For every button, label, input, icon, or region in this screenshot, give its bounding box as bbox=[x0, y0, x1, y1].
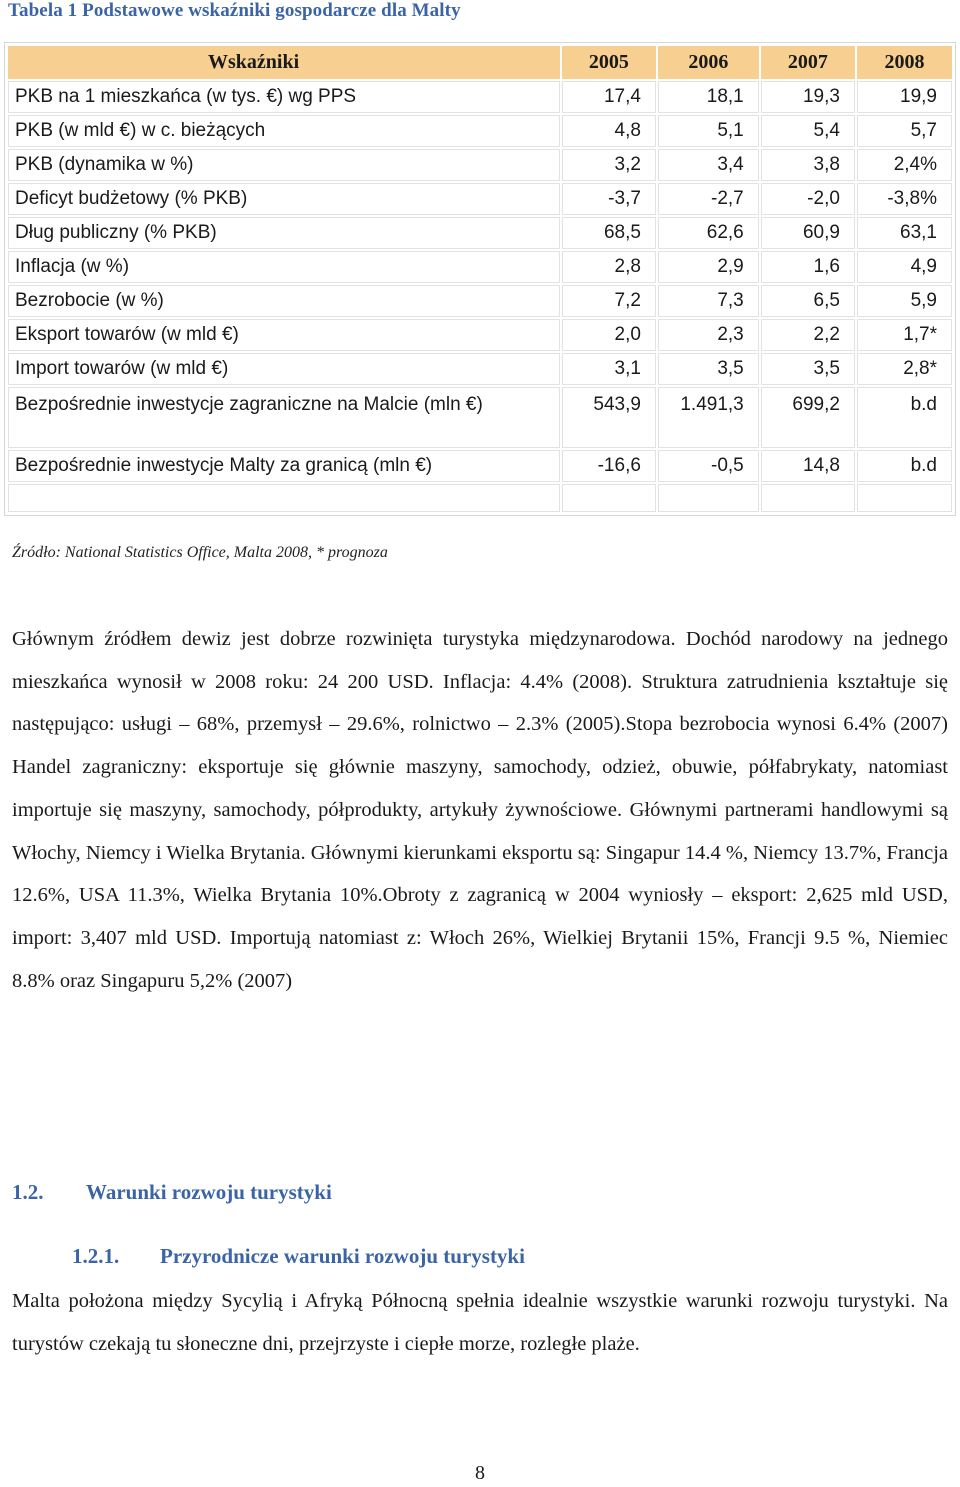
empty-cell bbox=[857, 484, 952, 512]
page-number: 8 bbox=[475, 1462, 485, 1484]
value-cell: 7,3 bbox=[658, 285, 759, 317]
row-label-cell: PKB (w mld €) w c. bieżących bbox=[8, 115, 560, 147]
value-cell: 63,1 bbox=[857, 217, 952, 249]
indicators-table bbox=[6, 44, 954, 514]
value-cell: 2,8* bbox=[857, 353, 952, 385]
value-cell: 2,2 bbox=[761, 319, 855, 351]
section-number: 1.2. bbox=[12, 1180, 44, 1204]
empty-cell bbox=[658, 484, 759, 512]
value-cell: -16,6 bbox=[562, 450, 656, 482]
value-cell: b.d bbox=[857, 450, 952, 482]
section-title: Warunki rozwoju turystyki bbox=[86, 1180, 332, 1204]
value-cell: 699,2 bbox=[761, 387, 855, 448]
value-cell: 68,5 bbox=[562, 217, 656, 249]
table-row bbox=[8, 183, 952, 215]
table-header-row bbox=[8, 46, 952, 79]
body-paragraph-economy: Głównym źródłem dewiz jest dobrze rozwinięta turystyka międzynarodowa. Dochód narodowy na jednego mieszkańca wynosił w 2008 roku: 24 200 USD. Inflacja: 4.4% (2008). Struktura zatrudnienia kształtuje się następująco: usługi – 68%, przemysł – 29.6%, rolnictwo – 2.3% (2005).Stopa bezrobocia wynosi 6.4% (2007) Handel zagraniczny: eksportuje się głównie maszyny, samochody, odzież, obuwie, półfabrykaty, natomiast importuje się maszyny, samochody, półprodukty, artykuły żywnościowe. Głównymi partnerami handlowymi są Włochy, Niemcy i Wielka Brytania. Głównymi kierunkami eksportu są: Singapur 14.4 %, Niemcy 13.7%, Francja 12.6%, USA 11.3%, Wielka Brytania 10%.Obroty z zagranicą w 2004 wyniosły – eksport: 2,625 mld USD, import: 3,407 mld USD. Importują natomiast z: Włoch 26%, Wielkiej Brytanii 15%, Francji 9.5 %, Niemiec 8.8% oraz Singapuru 5,2% (2007) bbox=[12, 628, 948, 992]
row-label-cell: Bezpośrednie inwestycje zagraniczne na Malcie (mln €) bbox=[8, 387, 560, 448]
table-source-note: Źródło: National Statistics Office, Malta 2008, * prognoza bbox=[12, 544, 388, 561]
row-label-cell: Bezrobocie (w %) bbox=[8, 285, 560, 317]
value-cell: 18,1 bbox=[658, 81, 759, 113]
row-label-cell: Dług publiczny (% PKB) bbox=[8, 217, 560, 249]
value-cell: 2,9 bbox=[658, 251, 759, 283]
value-cell: 3,2 bbox=[562, 149, 656, 181]
body-paragraph-nature: Malta położona między Sycylią i Afryką Północną spełnia idealnie wszystkie warunki rozwoju turystyki. Na turystów czekają tu słoneczne dni, przejrzyste i ciepłe morze, rozległe plaże. bbox=[12, 1290, 948, 1355]
value-cell: 1,7* bbox=[857, 319, 952, 351]
table-row bbox=[8, 387, 952, 448]
section-heading bbox=[12, 1180, 332, 1205]
value-cell: -3,7 bbox=[562, 183, 656, 215]
value-cell: 19,3 bbox=[761, 81, 855, 113]
value-cell: 60,9 bbox=[761, 217, 855, 249]
table-empty-row bbox=[8, 484, 952, 512]
header-cell-indicators: Wskaźniki bbox=[8, 46, 560, 79]
value-cell: 2,0 bbox=[562, 319, 656, 351]
subsection-title: Przyrodnicze warunki rozwoju turystyki bbox=[160, 1244, 525, 1268]
value-cell: 2,4% bbox=[857, 149, 952, 181]
value-cell: 17,4 bbox=[562, 81, 656, 113]
empty-cell bbox=[761, 484, 855, 512]
value-cell: -2,0 bbox=[761, 183, 855, 215]
table-row bbox=[8, 149, 952, 181]
value-cell: 19,9 bbox=[857, 81, 952, 113]
value-cell: -3,8% bbox=[857, 183, 952, 215]
header-cell-2008: 2008 bbox=[857, 46, 952, 79]
value-cell: 3,8 bbox=[761, 149, 855, 181]
value-cell: 7,2 bbox=[562, 285, 656, 317]
value-cell: 3,1 bbox=[562, 353, 656, 385]
table-row bbox=[8, 81, 952, 113]
row-label-cell: Inflacja (w %) bbox=[8, 251, 560, 283]
row-label-cell: PKB (dynamika w %) bbox=[8, 149, 560, 181]
value-cell: 1,6 bbox=[761, 251, 855, 283]
value-cell: 3,5 bbox=[761, 353, 855, 385]
value-cell: 14,8 bbox=[761, 450, 855, 482]
header-cell-2007: 2007 bbox=[761, 46, 855, 79]
row-label-cell: PKB na 1 mieszkańca (w tys. €) wg PPS bbox=[8, 81, 560, 113]
value-cell: 6,5 bbox=[761, 285, 855, 317]
value-cell: 62,6 bbox=[658, 217, 759, 249]
value-cell: 5,4 bbox=[761, 115, 855, 147]
row-label-cell: Eksport towarów (w mld €) bbox=[8, 319, 560, 351]
value-cell: 2,3 bbox=[658, 319, 759, 351]
value-cell: 4,8 bbox=[562, 115, 656, 147]
row-label-cell: Import towarów (w mld €) bbox=[8, 353, 560, 385]
table-row bbox=[8, 115, 952, 147]
table-row bbox=[8, 251, 952, 283]
value-cell: -2,7 bbox=[658, 183, 759, 215]
value-cell: 2,8 bbox=[562, 251, 656, 283]
value-cell: 5,7 bbox=[857, 115, 952, 147]
row-label-cell: Bezpośrednie inwestycje Malty za granicą (mln €) bbox=[8, 450, 560, 482]
header-cell-2006: 2006 bbox=[658, 46, 759, 79]
value-cell: 3,5 bbox=[658, 353, 759, 385]
value-cell: 5,9 bbox=[857, 285, 952, 317]
value-cell: 4,9 bbox=[857, 251, 952, 283]
value-cell: b.d bbox=[857, 387, 952, 448]
value-cell: 3,4 bbox=[658, 149, 759, 181]
value-cell: 5,1 bbox=[658, 115, 759, 147]
indicators-table-frame bbox=[4, 42, 956, 516]
table-row bbox=[8, 217, 952, 249]
table-caption: Tabela 1 Podstawowe wskaźniki gospodarcze dla Malty bbox=[8, 0, 461, 21]
empty-cell bbox=[562, 484, 656, 512]
value-cell: -0,5 bbox=[658, 450, 759, 482]
header-cell-2005: 2005 bbox=[562, 46, 656, 79]
value-cell: 1.491,3 bbox=[658, 387, 759, 448]
table-row bbox=[8, 319, 952, 351]
table-row bbox=[8, 353, 952, 385]
subsection-number: 1.2.1. bbox=[72, 1244, 120, 1268]
subsection-heading bbox=[72, 1244, 525, 1269]
table-row bbox=[8, 285, 952, 317]
value-cell: 543,9 bbox=[562, 387, 656, 448]
table-row bbox=[8, 450, 952, 482]
row-label-cell: Deficyt budżetowy (% PKB) bbox=[8, 183, 560, 215]
empty-cell bbox=[8, 484, 560, 512]
